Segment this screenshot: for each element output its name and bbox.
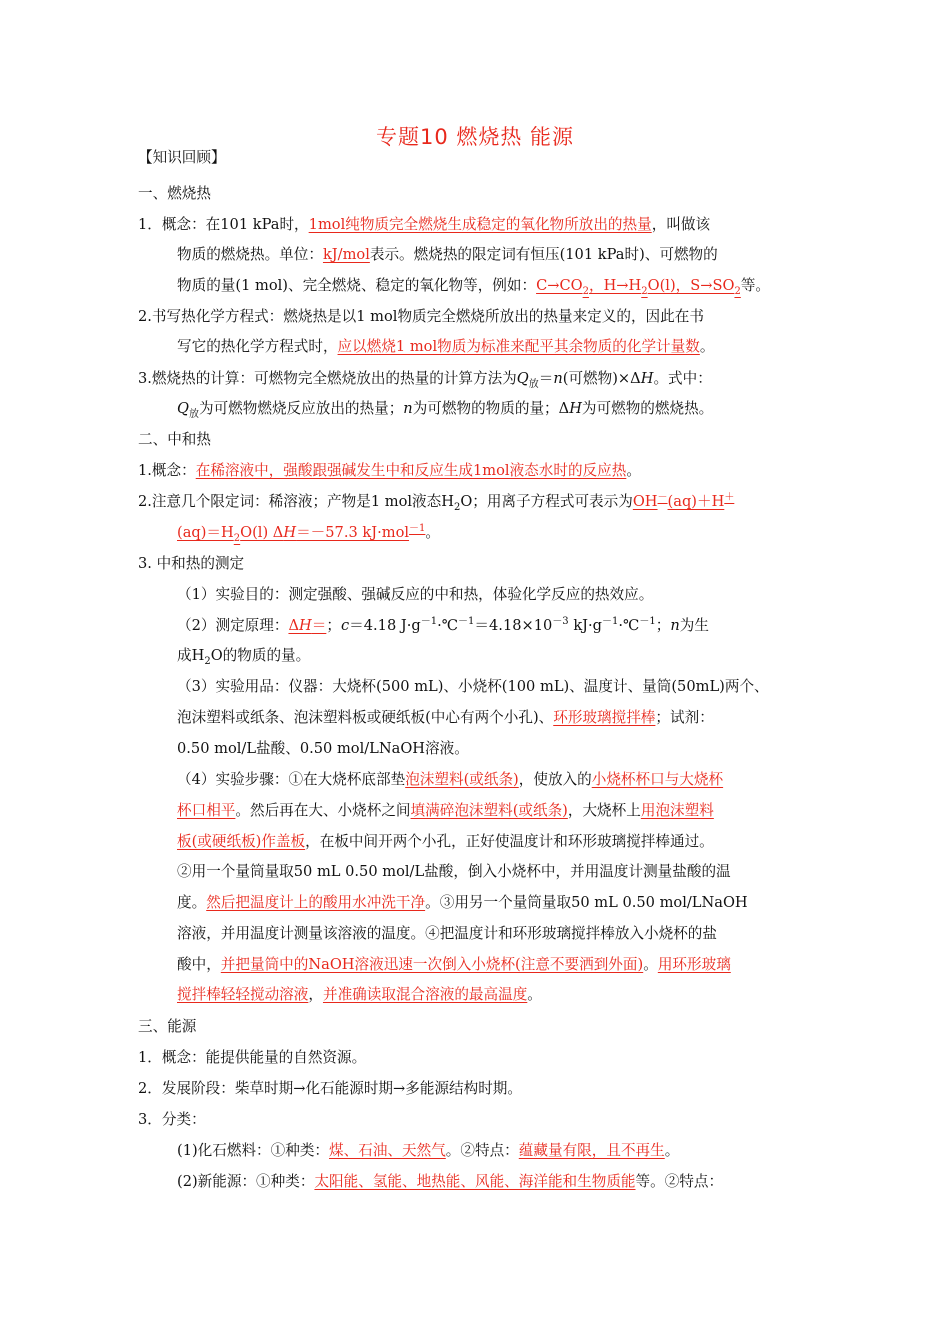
text-span: 物质的燃烧热。单位： — [177, 246, 323, 263]
text-span: －1 — [639, 616, 656, 628]
text-line — [177, 677, 769, 697]
answer-text: ＋ — [724, 492, 735, 504]
text-span: n — [553, 370, 563, 387]
text-line — [177, 399, 713, 419]
text-span: ＝ — [538, 370, 554, 387]
text-span: 。式中： — [653, 370, 712, 387]
text-line — [177, 832, 714, 852]
text-line — [138, 1079, 522, 1099]
text-line — [138, 1017, 196, 1037]
text-span: 。 — [626, 462, 641, 479]
text-span: （4）实验步骤：①在大烧杯底部垫 — [177, 771, 406, 788]
text-line — [138, 148, 226, 168]
text-span: －1 — [420, 616, 438, 628]
text-span: ②用一个量筒量取50 mL 0.50 mol/L盐酸，倒入小烧杯中，并用温度计测量盐酸的温 — [177, 863, 731, 880]
text-span: H — [640, 370, 654, 387]
text-span: ·℃ — [437, 617, 459, 634]
answer-text: (aq)＝H — [177, 524, 234, 541]
answer-text: 1mol纯物质完全燃烧生成稳定的氧化物所放出的热量 — [308, 216, 652, 233]
text-line — [138, 1048, 366, 1068]
text-line — [177, 585, 653, 605]
text-span: 。 — [425, 524, 441, 541]
text-span: 度。 — [177, 894, 207, 911]
answer-text: 板(或硬纸板)作盖板 — [177, 833, 306, 850]
answer-text: 杯口相平 — [177, 802, 236, 819]
answer-text: 小烧杯杯口与大烧杯 — [591, 771, 724, 788]
text-span: 泡沫塑料或纸条、泡沫塑料板或硬纸板(中心有两个小孔)、 — [177, 709, 554, 726]
text-span: 。 — [643, 956, 658, 973]
text-span: －1 — [458, 616, 475, 628]
answer-text: 然后把温度计上的酸用水冲洗干净 — [206, 894, 426, 911]
text-span: 2 — [204, 655, 211, 667]
answer-text: 并准确读取混合溶液的最高温度 — [322, 986, 528, 1003]
text-line — [138, 369, 712, 389]
text-span: 2 — [453, 501, 461, 513]
text-span: 1．概念：能提供能量的自然资源。 — [138, 1049, 367, 1066]
answer-text: O(l) Δ — [240, 524, 284, 541]
text-span: 3. 中和热的测定 — [138, 555, 245, 572]
answer-text: －1 — [409, 523, 426, 535]
answer-text: 2 — [233, 532, 241, 544]
answer-text: 环形玻璃搅拌棒 — [553, 709, 656, 726]
text-span: ； — [655, 617, 671, 634]
answer-text: H — [283, 524, 297, 541]
text-span: 1．概念：在101 kPa时， — [138, 216, 309, 233]
text-span: ；试剂： — [655, 709, 714, 726]
text-span: 。 — [699, 338, 715, 355]
text-span: ·℃ — [618, 617, 640, 634]
answer-text: 煤、石油、天然气 — [329, 1142, 446, 1159]
text-span: 1.概念： — [138, 462, 196, 479]
text-line — [138, 307, 704, 327]
answer-text: (aq)＋H — [667, 493, 725, 510]
text-span: Q — [177, 400, 189, 417]
answer-text: 太阳能、氢能、地热能、风能、海洋能和生物质能 — [314, 1173, 636, 1190]
answer-text: 2 — [734, 285, 741, 297]
text-line — [177, 955, 731, 975]
text-line — [138, 430, 211, 450]
text-span: 写它的热化学方程式时， — [177, 338, 338, 355]
text-span: 二、中和热 — [138, 431, 211, 448]
text-span: 酸中， — [177, 956, 221, 973]
text-span: 0.50 mol/L盐酸、0.50 mol/LNaOH溶液。 — [177, 740, 469, 757]
text-span: 为可燃物的物质的量；Δ — [412, 400, 570, 417]
text-line — [177, 893, 748, 913]
text-span: 为生 — [679, 617, 709, 634]
text-span: 物质的量(1 mol)、完全燃烧、稳定的氧化物等，例如： — [177, 277, 537, 294]
text-span: Q — [516, 370, 529, 387]
answer-text: 2 — [582, 285, 589, 297]
text-span: ＝4.18 J·g — [349, 617, 421, 634]
text-span: 。 — [664, 1142, 680, 1159]
text-span: ，大烧杯上 — [567, 802, 641, 819]
text-span: 等。②特点： — [635, 1173, 724, 1190]
answer-text: ＝－57.3 kJ·mol — [296, 524, 410, 541]
text-span: (2)新能源：①种类： — [177, 1173, 315, 1190]
text-span: H — [569, 400, 582, 417]
text-span: (可燃物)×Δ — [562, 370, 641, 387]
text-line — [177, 337, 714, 357]
text-line — [177, 985, 542, 1005]
text-span: （2）测定原理： — [177, 617, 289, 634]
answer-text: 2 — [641, 285, 648, 297]
answer-text: 搅拌棒轻轻搅动溶液 — [177, 986, 309, 1003]
answer-text: 泡沫塑料(或纸条) — [405, 771, 519, 788]
text-span: ， — [308, 986, 323, 1003]
answer-text: 蕴藏量有限，且不再生 — [518, 1142, 665, 1159]
document-title: 专题10 燃烧热 能源 — [375, 125, 575, 149]
text-line — [177, 245, 718, 265]
text-span: O的物质的量。 — [210, 647, 311, 664]
text-span: kJ·g — [568, 617, 603, 634]
text-span: 一、燃烧热 — [138, 185, 211, 202]
answer-text: C→CO — [536, 277, 583, 294]
text-span: ＝4.18×10 — [474, 617, 553, 634]
answer-text: ，H→H — [588, 277, 642, 294]
text-span: c — [340, 617, 350, 634]
text-span: 放 — [188, 408, 199, 420]
text-span: ，叫做该 — [651, 216, 711, 233]
text-span: 。②特点： — [445, 1142, 519, 1159]
text-line — [177, 708, 714, 728]
answer-text: kJ/mol — [322, 246, 370, 263]
text-line — [177, 616, 709, 636]
text-line — [138, 184, 211, 204]
answer-text: 并把量筒中的NaOH溶液迅速一次倒入小烧杯(注意不要洒到外面) — [220, 956, 644, 973]
answer-text: 填满碎泡沫塑料(或纸条) — [410, 802, 568, 819]
text-span: 2．发展阶段：柴草时期→化石能源时期→多能源结构时期。 — [138, 1080, 522, 1097]
text-span: －3 — [552, 616, 569, 628]
answer-text: OH — [632, 493, 658, 510]
text-line — [138, 1110, 206, 1130]
text-span: 为可燃物燃烧反应放出的热量； — [198, 400, 404, 417]
text-span: 【知识回顾】 — [138, 149, 226, 166]
text-span: (1)化石燃料：①种类： — [177, 1142, 330, 1159]
answer-text: ＝ — [311, 617, 327, 634]
text-span: ； — [326, 617, 341, 634]
text-span: 。③用另一个量筒量取50 mL 0.50 mol/LNaOH — [425, 894, 748, 911]
text-span: 3．分类： — [138, 1111, 206, 1128]
text-span: n — [403, 400, 413, 417]
text-line — [177, 770, 723, 790]
text-span: ，在板中间开两个小孔，正好使温度计和环形玻璃搅拌棒通过。 — [305, 833, 714, 850]
text-span: （1）实验目的：测定强酸、强碱反应的中和热，体验化学反应的热效应。 — [177, 586, 654, 603]
answer-text: H — [299, 617, 312, 634]
text-line — [138, 554, 244, 574]
text-span: －1 — [602, 616, 619, 628]
answer-text: Δ — [288, 617, 299, 634]
text-span: n — [670, 617, 680, 634]
text-line — [138, 215, 710, 235]
answer-text: O(l)，S→SO — [647, 277, 735, 294]
text-span: 溶液，并用温度计测量该溶液的温度。④把温度计和环形玻璃搅拌棒放入小烧杯的盐 — [177, 925, 717, 942]
text-span: 三、能源 — [138, 1018, 197, 1035]
answer-text: 用环形玻璃 — [657, 956, 731, 973]
text-span: 3.燃烧热的计算：可燃物完全燃烧放出的热量的计算方法为 — [138, 370, 517, 387]
text-span: 2.书写热化学方程式：燃烧热是以1 mol物质完全燃烧所放出的热量来定义的，因此在书 — [138, 308, 704, 325]
text-span: 成H — [177, 647, 205, 664]
text-line — [177, 801, 714, 821]
text-line — [177, 862, 731, 882]
text-line — [177, 739, 469, 759]
answer-text: 用泡沫塑料 — [640, 802, 714, 819]
text-line — [177, 523, 440, 543]
text-span: 等。 — [740, 277, 771, 294]
text-line — [177, 276, 770, 296]
text-span: 放 — [528, 378, 539, 390]
answer-text: 应以燃烧1 mol物质为标准来配平其余物质的化学计量数 — [337, 338, 700, 355]
text-span: ，使放入的 — [518, 771, 592, 788]
text-span: 。 — [527, 986, 542, 1003]
text-span: 为可燃物的燃烧热。 — [581, 400, 714, 417]
text-span: （3）实验用品：仪器：大烧杯(500 mL)、小烧杯(100 mL)、温度计、量筒(50mL)两个、 — [177, 678, 769, 695]
text-line — [177, 1172, 723, 1192]
text-span: O；用离子方程式可表示为 — [460, 493, 633, 510]
text-span: 2.注意几个限定词：稀溶液；产物是1 mol液态H — [138, 493, 454, 510]
answer-text: 在稀溶液中，强酸跟强碱发生中和反应生成1mol液态水时的反应热 — [195, 462, 627, 479]
text-line — [177, 924, 717, 944]
answer-text: － — [657, 492, 668, 504]
text-line — [177, 1141, 679, 1161]
text-span: 。然后再在大、小烧杯之间 — [235, 802, 411, 819]
text-line — [177, 646, 310, 666]
text-line — [138, 461, 641, 481]
text-span: 表示。燃烧热的限定词有恒压(101 kPa时)、可燃物的 — [369, 246, 718, 263]
text-line — [138, 492, 734, 512]
